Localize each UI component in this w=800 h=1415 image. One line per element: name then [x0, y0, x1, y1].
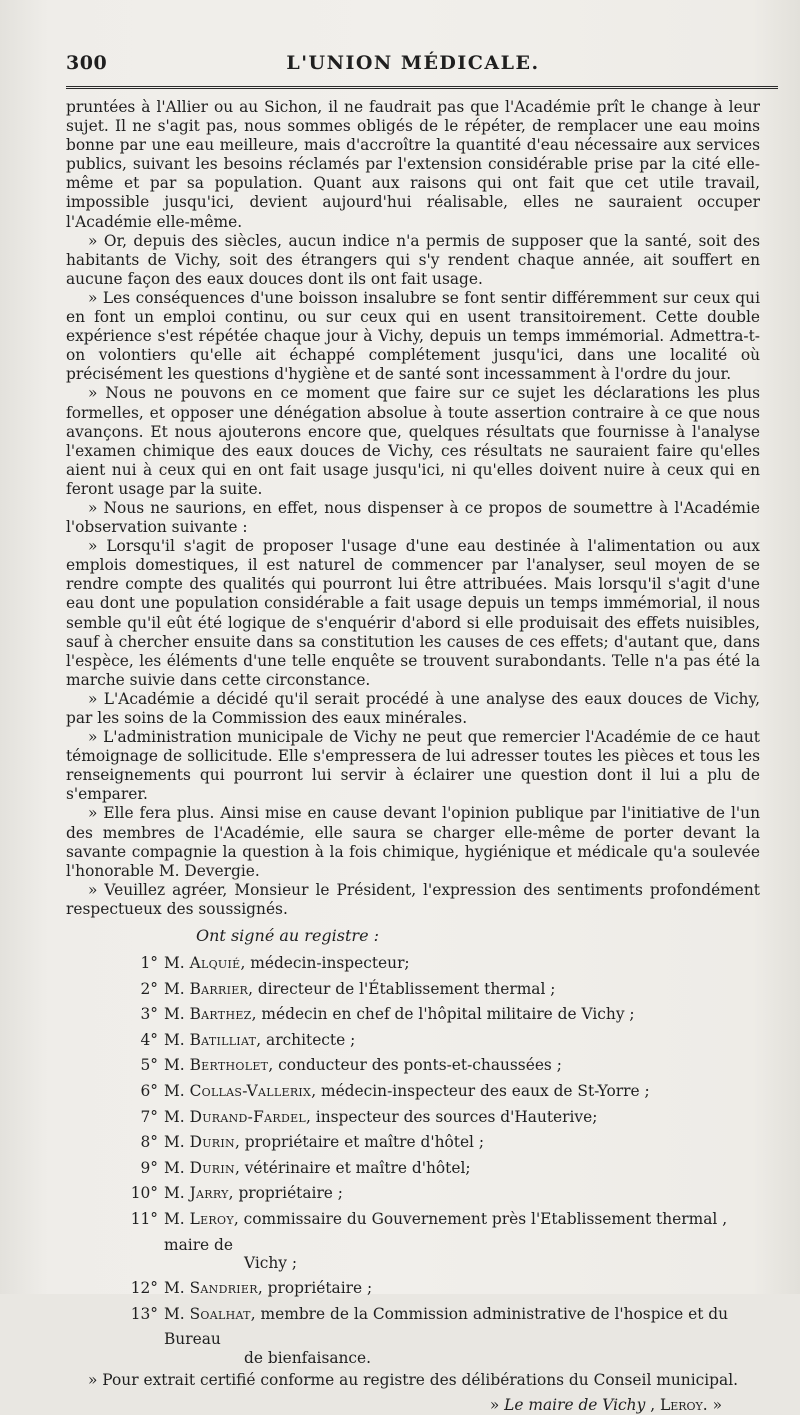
signatory-prefix: M. — [164, 1304, 185, 1323]
paragraph: » Or, depuis des siècles, aucun indice n'a permis de supposer que la santé, soit des habitants de Vichy, soit des étrangers qui s'y rendent chaque année, ait souffert en aucune façon des eaux douces dont ils ont fait usage. — [66, 231, 760, 288]
signatory-role: , commissaire du Gouvernement près l'Etablissement thermal , maire de — [164, 1209, 728, 1254]
header-rule — [66, 86, 778, 89]
signatory — [66, 1156, 760, 1182]
paragraph-continued: pruntées à l'Allier ou au Sichon, il ne faudrait pas que l'Académie prît le change à leur sujet. Il ne s'agit pas, nous sommes obligés de le répéter, de remplacer une eau moins bonne par une eau meilleure, mais d'accroître la quantité d'eau nécessaire aux services publics, suivant les besoins réclamés par l'extension considérable prise par la cité elle-même et par sa population. Quant aux raisons qui ont fait que cet utile travail, impossible jusqu'ici, devient aujourd'hui réalisable, elles ne sauraient occuper l'Académie elle-même. — [66, 98, 760, 231]
closing-name: Leroy — [659, 1396, 703, 1415]
signatory-number: 11° — [130, 1209, 158, 1228]
signatory — [66, 1130, 760, 1156]
signatory-prefix: M. — [164, 1082, 185, 1100]
signatory-number: 5° — [140, 1056, 158, 1075]
signatory-role: , architecte ; — [256, 1030, 356, 1049]
signatory-prefix: M. — [164, 1030, 185, 1049]
signatory — [66, 1028, 760, 1054]
signatory-number: 12° — [130, 1279, 158, 1298]
signatory — [66, 1002, 760, 1028]
signatory-name: Durin — [189, 1158, 235, 1177]
signatory — [66, 951, 760, 977]
signatory — [66, 1105, 760, 1131]
closing-signature — [66, 1396, 760, 1415]
paragraph: » Nous ne pouvons en ce moment que faire sur ce sujet les déclarations les plus formelles, et opposer une dénégation absolue à toute assertion contraire à ce que nous avançons. Et nous ajouterons encore que, quelques résultats que fournisse à l'analyse l'examen chimique des eaux douces de Vichy, ces résultats ne sauraient faire qu'elles aient nui à ceux qui en ont fait usage jusqu'ici, ni qu'elles doivent nuire à ceux qui en feront usage par la suite. — [66, 384, 760, 498]
signatory-number: 9° — [140, 1158, 158, 1177]
closing-end: . » — [702, 1396, 722, 1415]
signatory-role: , directeur de l'Établissement thermal ; — [248, 979, 556, 998]
signatory-role: , vétérinaire et maître d'hôtel; — [234, 1158, 471, 1177]
signatory-prefix: M. — [164, 954, 185, 973]
signatory-number: 2° — [140, 979, 158, 998]
signatures-list — [66, 951, 760, 1367]
signatory-role-continued: de bienfaisance. — [244, 1348, 372, 1367]
signatory-name: Batilliat — [189, 1030, 257, 1049]
signatory-prefix: M. — [164, 1279, 185, 1298]
signatory-number: 8° — [140, 1133, 158, 1152]
signatory-name: Durand-Fardel — [189, 1107, 307, 1126]
running-title: L'UNION MÉDICALE. — [286, 52, 540, 74]
signatory-number: 7° — [140, 1107, 158, 1126]
signatory-prefix: M. — [164, 1056, 185, 1075]
signatory-prefix: M. — [164, 1005, 185, 1024]
signatory — [66, 1079, 760, 1105]
signatory — [66, 1181, 760, 1207]
signatory-role: , médecin-inspecteur; — [240, 954, 410, 973]
closing-title: Le maire de Vichy — [504, 1396, 646, 1415]
signatory-name: Barthez — [189, 1005, 252, 1024]
signatory-role: , médecin-inspecteur des eaux de St-Yorre ; — [311, 1082, 650, 1100]
signatory-name: Collas-Vallerix — [189, 1082, 312, 1100]
paragraph: » Elle fera plus. Ainsi mise en cause devant l'opinion publique par l'initiative de l'un des membres de l'Académie, elle saura se charger elle-même de porter devant la savante compagnie la question à la fois chimique, hygiénique et médicale qu'a soulevée l'honorable M. Devergie. — [66, 804, 760, 880]
signatory-role: , propriétaire ; — [257, 1279, 373, 1298]
closing-open-quote: » — [489, 1396, 505, 1415]
signatory-prefix: M. — [164, 1209, 185, 1228]
signatures-heading: Ont signé au registre : — [196, 926, 380, 946]
closing-separator: , — [645, 1396, 660, 1415]
signatory-name: Barrier — [189, 979, 249, 998]
paragraph: » Les conséquences d'une boisson insalubre se font sentir différemment sur ceux qui en font un emploi continu, ou sur ceux qui en usent transitoirement. Cette double expérience s'est répétée chaque jour à Vichy, depuis un temps immémorial. Admettra-t-on volontiers qu'elle ait échappé complétement jusqu'ici, dans une localité où précisément les questions d'hygiène et de santé sont incessamment à l'ordre du jour. — [66, 288, 760, 384]
page-header — [66, 48, 760, 78]
signatory-number: 13° — [130, 1304, 158, 1323]
signatory — [66, 1053, 760, 1079]
page-body — [66, 98, 760, 1415]
signatory-name: Jarry — [189, 1184, 229, 1203]
signatory-role: , propriétaire ; — [228, 1184, 343, 1203]
signatory-number: 10° — [130, 1184, 158, 1203]
signatory-role: , médecin en chef de l'hôpital militaire de Vichy ; — [251, 1005, 635, 1024]
signatory — [66, 977, 760, 1003]
signatory-prefix: M. — [164, 1184, 185, 1203]
signatory-prefix: M. — [164, 979, 185, 998]
signatory-name: Alquié — [189, 954, 241, 973]
signatory-role: , membre de la Commission administrative de l'hospice et du Bureau — [164, 1304, 729, 1349]
signatory-name: Leroy — [189, 1209, 234, 1228]
paragraph: » Nous ne saurions, en effet, nous dispenser à ce propos de soumettre à l'Académie l'observation suivante : — [66, 498, 760, 537]
signatory — [66, 1276, 760, 1302]
signatory-number: 6° — [140, 1082, 158, 1100]
signatory-number: 1° — [140, 954, 158, 973]
signatory — [66, 1302, 760, 1367]
signatory-role: , propriétaire et maître d'hôtel ; — [234, 1133, 485, 1152]
signatory-name: Sandrier — [189, 1279, 258, 1298]
signatory-number: 3° — [140, 1005, 158, 1024]
paragraph: » Veuillez agréer, Monsieur le Président, l'expression des sentiments profondément respectueux des soussignés. — [66, 880, 760, 918]
signatory-role: , inspecteur des sources d'Hauterive; — [306, 1107, 598, 1126]
page-number: 300 — [66, 52, 108, 74]
signatory-role-continued: Vichy ; — [244, 1254, 298, 1273]
paragraph: » L'Académie a décidé qu'il serait procédé à une analyse des eaux douces de Vichy, par les soins de la Commission des eaux minérales. — [66, 689, 760, 727]
extract-certification: » Pour extrait certifié conforme au registre des délibérations du Conseil municipal. — [88, 1370, 739, 1389]
signatory-prefix: M. — [164, 1133, 185, 1152]
paragraph: » L'administration municipale de Vichy ne peut que remercier l'Académie de ce haut témoignage de sollicitude. Elle s'empressera de lui adresser toutes les pièces et tous les renseignements qui pourront lui servir à éclairer une question dont il lui a plu de s'emparer. — [66, 728, 760, 804]
signatory — [66, 1207, 760, 1272]
signatory-name: Durin — [189, 1133, 235, 1152]
signatory-prefix: M. — [164, 1158, 185, 1177]
signatory-name: Bertholet — [189, 1056, 269, 1075]
signatory-number: 4° — [140, 1030, 158, 1049]
signatory-prefix: M. — [164, 1107, 185, 1126]
paragraph: » Lorsqu'il s'agit de proposer l'usage d'une eau destinée à l'alimentation ou aux emplois domestiques, il est naturel de commencer par l'analyser, seul moyen de se rendre compte des qualités qui pourront lui être attribuées. Mais lorsqu'il s'agit d'une eau dont une population considérable a fait usage depuis un temps immémorial, il nous semble qu'il eût été logique de s'enquérir d'abord si elle produisait des effets nuisibles, sauf à chercher ensuite dans sa constitution les causes de ces effets; d'autant que, dans l'espèce, les éléments d'une telle enquête se trouvent surabondants. Telle n'a pas été la marche suivie dans cette circonstance. — [66, 537, 760, 689]
signatory-name: Soalhat — [189, 1304, 251, 1323]
signatory-role: , conducteur des ponts-et-chaussées ; — [268, 1056, 562, 1075]
